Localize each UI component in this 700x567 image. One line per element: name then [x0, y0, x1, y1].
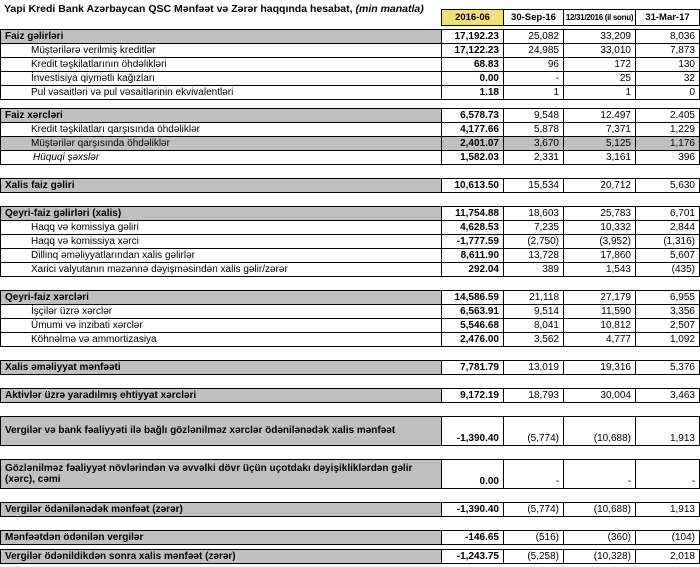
value-cell-col4: 396: [635, 150, 700, 165]
section-row: [0, 416, 700, 446]
section-row: [0, 549, 700, 564]
section-row: [0, 459, 700, 489]
value-cell-col2: 389: [503, 262, 564, 277]
value-cell-col1: -146.65: [441, 530, 504, 545]
row-label: Köhnəlmə və ammortizasiya: [0, 332, 442, 347]
value-cell-col2: -: [503, 71, 564, 86]
value-cell-col3: 1,543: [563, 262, 636, 277]
value-cell-col4: 1,176: [635, 136, 700, 151]
value-cell-col2: 21,118: [503, 290, 564, 305]
value-cell-col3: 12,497: [563, 108, 636, 123]
value-cell-col4: (435): [635, 262, 700, 277]
value-cell-col3: 33,010: [563, 43, 636, 58]
value-cell-col1: 6,578.73: [441, 108, 504, 123]
value-cell-col4: 5,630: [635, 178, 700, 193]
value-cell-col2: (5,774): [503, 416, 564, 446]
column-header-period-4: 31-Mar-17: [635, 9, 700, 26]
value-cell-col3: 3,161: [563, 150, 636, 165]
section-row: [0, 290, 700, 305]
value-cell-col2: 2,331: [503, 150, 564, 165]
row-label: Faiz gəlirləri: [0, 29, 442, 44]
row-label: Hüquqi şəxslər: [0, 150, 442, 165]
value-cell-col1: 0.00: [441, 459, 504, 489]
section-spacer: [0, 446, 700, 459]
value-cell-col1: 6,563.91: [441, 304, 504, 319]
value-cell-col2: (5,774): [503, 502, 564, 517]
value-cell-col1: 1,582.03: [441, 150, 504, 165]
value-cell-col1: 4,177.66: [441, 122, 504, 137]
value-cell-col4: 1,229: [635, 122, 700, 137]
value-cell-col4: (1,316): [635, 234, 700, 249]
value-cell-col1: 2,401.07: [441, 136, 504, 151]
detail-row: [0, 234, 700, 249]
row-label: Qeyri-faiz xərcləri: [0, 290, 442, 305]
row-label: Kredit təşkilatlarının öhdəlikləri: [0, 57, 442, 72]
value-cell-col2: 8,041: [503, 318, 564, 333]
value-cell-col3: (10,328): [563, 549, 636, 564]
value-cell-col1: 11,754.88: [441, 206, 504, 221]
detail-row: [0, 43, 700, 58]
row-label: Aktivlər üzrə yaradılmış ehtiyyat xərcləri: [0, 388, 442, 403]
section-row: [0, 29, 700, 44]
value-cell-col4: 1,913: [635, 502, 700, 517]
row-label: Vergilər ödənildikdən sonra xalis mənfəət (zərər): [0, 549, 442, 564]
report-title-text: Yapi Kredi Bank Azərbaycan QSC Mənfəət və Zərər haqqında hesabat,: [4, 3, 353, 15]
value-cell-col3: 10,332: [563, 220, 636, 235]
value-cell-col3: 20,712: [563, 178, 636, 193]
value-cell-col3: 17,860: [563, 248, 636, 263]
value-cell-col4: -: [635, 459, 700, 489]
section-spacer: [0, 375, 700, 388]
value-cell-col4: 6,955: [635, 290, 700, 305]
value-cell-col3: 25,783: [563, 206, 636, 221]
value-cell-col1: 17,192.23: [441, 29, 504, 44]
value-cell-col2: (516): [503, 530, 564, 545]
row-label: Haqq və komissiya xərci: [0, 234, 442, 249]
value-cell-col1: -1,777.59: [441, 234, 504, 249]
detail-row: [0, 318, 700, 333]
detail-row: [0, 136, 700, 151]
value-cell-col4: 2,507: [635, 318, 700, 333]
row-label: İşçilər üzrə xərclər: [0, 304, 442, 319]
value-cell-col3: 33,209: [563, 29, 636, 44]
value-cell-col4: 3,356: [635, 304, 700, 319]
detail-row: [0, 71, 700, 86]
value-cell-col2: 18,603: [503, 206, 564, 221]
value-cell-col3: 7,371: [563, 122, 636, 137]
detail-row: [0, 57, 700, 72]
section-row: [0, 178, 700, 193]
row-label: Xalis əməliyyat mənfəəti: [0, 360, 442, 375]
row-label: Xarici valyutanın məzənnə dəyişməsindən xalis gəlir/zərər: [0, 262, 442, 277]
value-cell-col3: (360): [563, 530, 636, 545]
column-header-period-3: 12/31/2016 (il sonu): [563, 9, 636, 26]
section-row: [0, 206, 700, 221]
value-cell-col1: -1,390.40: [441, 502, 504, 517]
value-cell-col2: 15,534: [503, 178, 564, 193]
value-cell-col2: 3,562: [503, 332, 564, 347]
row-label: Faiz xərcləri: [0, 108, 442, 123]
detail-row: [0, 150, 700, 165]
value-cell-col4: 32: [635, 71, 700, 86]
column-header-period-1: 2016-06: [441, 9, 504, 26]
value-cell-col2: -: [503, 459, 564, 489]
value-cell-col1: 1.18: [441, 85, 504, 100]
value-cell-col2: 18,793: [503, 388, 564, 403]
section-spacer: [0, 165, 700, 178]
detail-row: [0, 220, 700, 235]
value-cell-col2: 25,082: [503, 29, 564, 44]
section-spacer: [0, 277, 700, 290]
column-header-period-2: 30-Sep-16: [503, 9, 564, 26]
value-cell-col3: 30,004: [563, 388, 636, 403]
value-cell-col2: 9,514: [503, 304, 564, 319]
value-cell-col1: 14,586.59: [441, 290, 504, 305]
value-cell-col1: 4,628.53: [441, 220, 504, 235]
section-spacer: [0, 517, 700, 530]
value-cell-col1: 7,781.79: [441, 360, 504, 375]
value-cell-col1: 292.04: [441, 262, 504, 277]
section-row: [0, 108, 700, 123]
value-cell-col3: 25: [563, 71, 636, 86]
value-cell-col2: 13,728: [503, 248, 564, 263]
value-cell-col3: 5,125: [563, 136, 636, 151]
value-cell-col4: 2,018: [635, 549, 700, 564]
detail-row: [0, 262, 700, 277]
row-label: Kredit təşkilatları qarşısında öhdəliklər: [0, 122, 442, 137]
row-label: Qeyri-faiz gəlirləri (xalis): [0, 206, 442, 221]
value-cell-col2: 3,670: [503, 136, 564, 151]
table-body: [0, 29, 700, 564]
value-cell-col4: 1,913: [635, 416, 700, 446]
value-cell-col4: 0: [635, 85, 700, 100]
row-label: Müştərilərə verilmiş kreditlər: [0, 43, 442, 58]
detail-row: [0, 85, 700, 100]
row-label: Gözlənilməz fəaliyyət növlərindən və əvvəlki dövr üçün uçotdakı dəyişikliklərdən gəlir (xərc), cəmi: [0, 459, 442, 489]
row-label: İnvestisiya qiymətli kağızları: [0, 71, 442, 86]
section-spacer: [0, 489, 700, 502]
value-cell-col3: 4,777: [563, 332, 636, 347]
row-label: Dillinq əməliyyatlarından xalis gəlirlər: [0, 248, 442, 263]
value-cell-col1: 9,172.19: [441, 388, 504, 403]
value-cell-col3: -: [563, 459, 636, 489]
value-cell-col4: (104): [635, 530, 700, 545]
value-cell-col4: 6,701: [635, 206, 700, 221]
value-cell-col3: 19,316: [563, 360, 636, 375]
value-cell-col1: -1,390.40: [441, 416, 504, 446]
row-label: Pul vəsaitləri və pul vəsaitlərinin ekvivalentləri: [0, 85, 442, 100]
value-cell-col1: 2,476.00: [441, 332, 504, 347]
detail-row: [0, 332, 700, 347]
value-cell-col3: 172: [563, 57, 636, 72]
row-label: Haqq və komissiya gəliri: [0, 220, 442, 235]
section-row: [0, 502, 700, 517]
value-cell-col2: 9,548: [503, 108, 564, 123]
detail-row: [0, 122, 700, 137]
value-cell-col1: 17,122.23: [441, 43, 504, 58]
value-cell-col4: 2,405: [635, 108, 700, 123]
value-cell-col2: 13,019: [503, 360, 564, 375]
section-spacer: [0, 100, 700, 108]
section-spacer: [0, 403, 700, 416]
value-cell-col2: (5,258): [503, 549, 564, 564]
value-cell-col3: (3,952): [563, 234, 636, 249]
value-cell-col1: 10,613.50: [441, 178, 504, 193]
value-cell-col1: 5,546.68: [441, 318, 504, 333]
detail-row: [0, 248, 700, 263]
value-cell-col3: 27,179: [563, 290, 636, 305]
section-row: [0, 388, 700, 403]
value-cell-col2: (2,750): [503, 234, 564, 249]
section-row: [0, 530, 700, 545]
report-title-unit-note: (min manatla): [355, 3, 424, 15]
value-cell-col3: 11,590: [563, 304, 636, 319]
value-cell-col4: 7,873: [635, 43, 700, 58]
section-spacer: [0, 347, 700, 360]
value-cell-col1: 0.00: [441, 71, 504, 86]
detail-row: [0, 304, 700, 319]
row-label: Vergilər və bank fəaliyyəti ilə bağlı gözlənilməz xərclər ödənilənədək xalis mənfəət: [0, 416, 442, 446]
value-cell-col1: -1,243.75: [441, 549, 504, 564]
row-label: Vergilər ödənilənədək mənfəət (zərər): [0, 502, 442, 517]
value-cell-col4: 8,036: [635, 29, 700, 44]
value-cell-col4: 130: [635, 57, 700, 72]
value-cell-col4: 3,463: [635, 388, 700, 403]
value-cell-col4: 5,376: [635, 360, 700, 375]
value-cell-col2: 5,878: [503, 122, 564, 137]
value-cell-col2: 96: [503, 57, 564, 72]
report-title: [0, 0, 441, 15]
value-cell-col4: 5,607: [635, 248, 700, 263]
row-label: Xalis faiz gəliri: [0, 178, 442, 193]
report-header: [0, 0, 700, 26]
section-row: [0, 360, 700, 375]
value-cell-col3: (10,688): [563, 416, 636, 446]
row-label: Mənfəətdən ödənilən vergilər: [0, 530, 442, 545]
value-cell-col4: 1,092: [635, 332, 700, 347]
value-cell-col1: 68.83: [441, 57, 504, 72]
value-cell-col2: 24,985: [503, 43, 564, 58]
section-spacer: [0, 193, 700, 206]
value-cell-col3: 10,812: [563, 318, 636, 333]
value-cell-col4: 2,844: [635, 220, 700, 235]
value-cell-col2: 7,235: [503, 220, 564, 235]
value-cell-col1: 8,611.90: [441, 248, 504, 263]
row-label: Ümumi və inzibati xərclər: [0, 318, 442, 333]
value-cell-col3: 1: [563, 85, 636, 100]
value-cell-col3: (10,688): [563, 502, 636, 517]
value-cell-col2: 1: [503, 85, 564, 100]
row-label: Müştərilər qarşısında öhdəliklər: [0, 136, 442, 151]
